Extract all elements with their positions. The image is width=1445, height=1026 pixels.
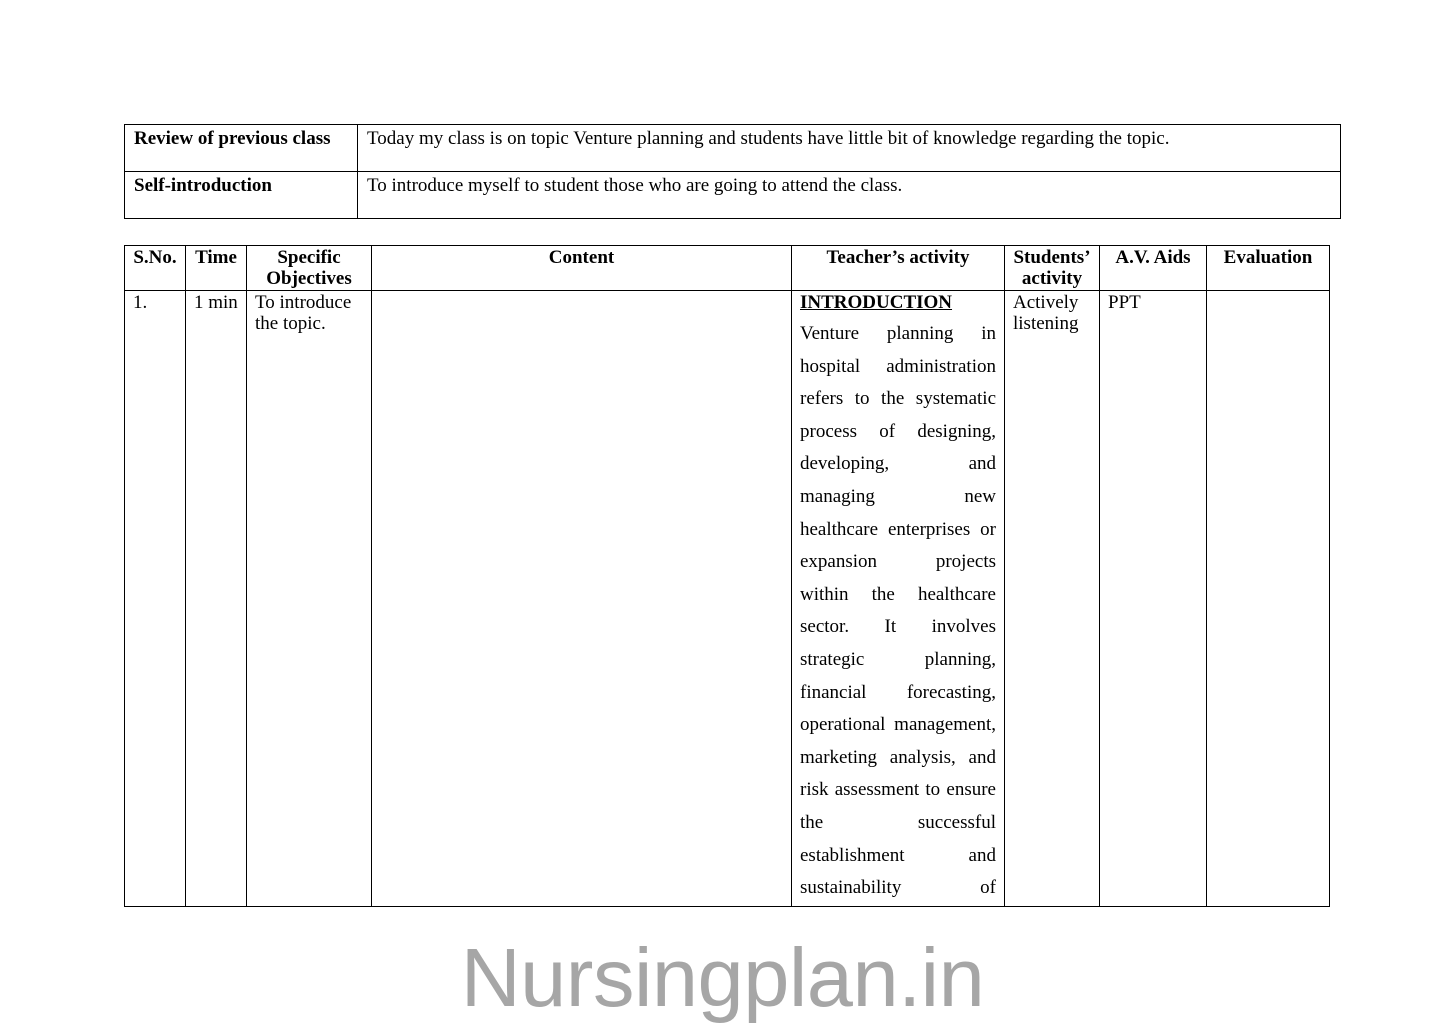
header-content: Content [372,246,792,291]
header-time: Time [186,246,247,291]
header-av-aids: A.V. Aids [1100,246,1207,291]
cell-sno: 1. [125,291,186,907]
lesson-plan-table [124,245,1330,907]
header-specific-objectives: Specific Objectives [247,246,372,291]
header-sno: S.No. [125,246,186,291]
self-introduction-label: Self-introduction [125,172,358,219]
lesson-header-row [125,246,1330,291]
review-previous-class-text: Today my class is on topic Venture planning and students have little bit of knowledge regarding the topic. [358,125,1341,172]
header-evaluation: Evaluation [1207,246,1330,291]
self-introduction-text: To introduce myself to student those who are going to attend the class. [358,172,1341,219]
cell-teachers-activity [792,291,1005,907]
cell-time: 1 min [186,291,247,907]
introduction-text: Venture planning in hospital administration refers to the systematic process of designing, developing, and managing new healthcare enterprises or expansion projects within the healthcare sector. It involves strategic planning, financial forecasting, operational management, marketing analysis, and risk assessment to ensure the successful establishment and sustainability of [800,323,996,899]
cell-students-activity: Actively listening [1005,291,1100,907]
watermark: Nursingplan.in [460,931,985,1024]
introduction-heading: INTRODUCTION [800,292,953,313]
cell-av-aids: PPT [1100,291,1207,907]
header-teachers-activity: Teacher’s activity [792,246,1005,291]
cell-content [372,291,792,907]
header-students-activity: Students’ activity [1005,246,1100,291]
review-previous-class-label: Review of previous class [125,125,358,172]
review-row [125,172,1341,219]
review-row [125,125,1341,172]
table-row [125,291,1330,907]
cell-evaluation [1207,291,1330,907]
review-table [124,124,1341,219]
cell-specific-objectives: To introduce the topic. [247,291,372,907]
